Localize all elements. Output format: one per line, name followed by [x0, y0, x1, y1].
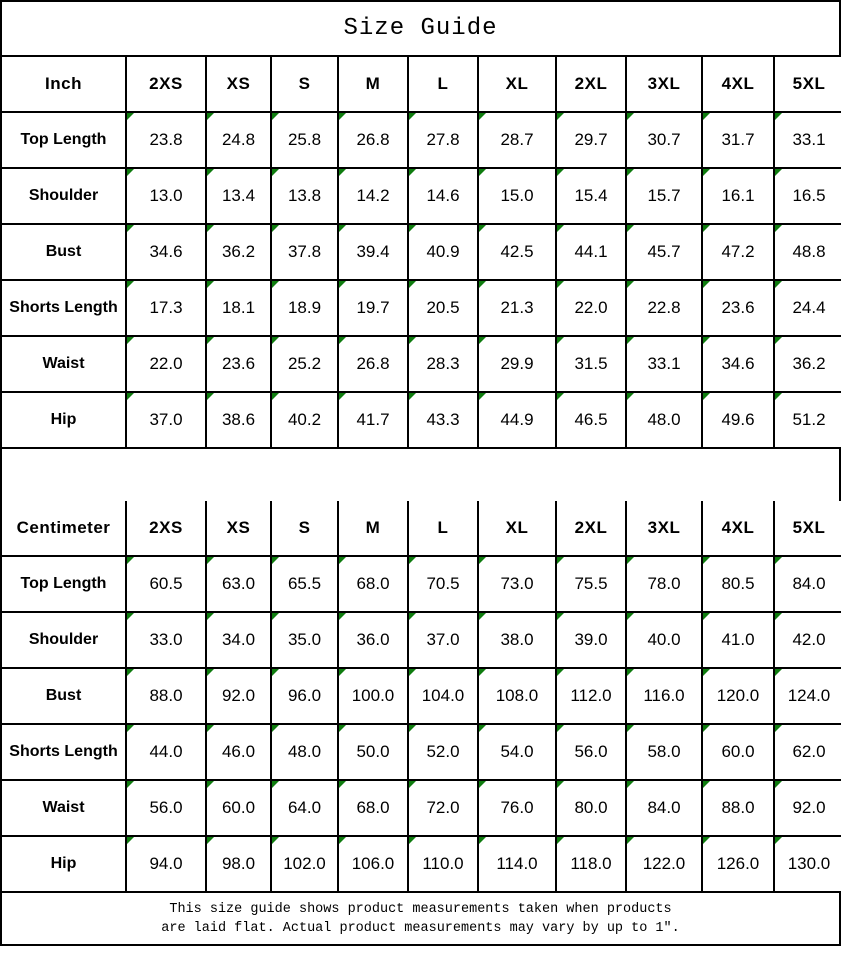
- measurement-cell: 37.0: [126, 392, 206, 448]
- measurement-cell: 118.0: [556, 836, 626, 892]
- cell-corner-marker-icon: [339, 281, 346, 288]
- footer-note-line2: are laid flat. Actual product measurements may vary by up to 1″.: [161, 921, 680, 936]
- cell-corner-marker-icon: [339, 337, 346, 344]
- measurement-cell: 37.8: [271, 224, 338, 280]
- measurement-cell: 70.5: [408, 556, 478, 612]
- measurement-cell: 18.9: [271, 280, 338, 336]
- cell-corner-marker-icon: [627, 781, 634, 788]
- measurement-cell: 41.0: [702, 612, 774, 668]
- cell-corner-marker-icon: [272, 725, 279, 732]
- cell-corner-marker-icon: [557, 837, 564, 844]
- cell-corner-marker-icon: [627, 281, 634, 288]
- cell-corner-marker-icon: [557, 393, 564, 400]
- measurement-cell: 94.0: [126, 836, 206, 892]
- measurement-cell: 31.5: [556, 336, 626, 392]
- cell-corner-marker-icon: [627, 393, 634, 400]
- cell-corner-marker-icon: [127, 669, 134, 676]
- measurement-row: [2, 224, 841, 280]
- measurement-cell: 106.0: [338, 836, 408, 892]
- measurement-cell: 31.7: [702, 112, 774, 168]
- measurement-cell: 60.0: [702, 724, 774, 780]
- cell-corner-marker-icon: [557, 281, 564, 288]
- cell-corner-marker-icon: [409, 225, 416, 232]
- measurement-cell: 45.7: [626, 224, 702, 280]
- cell-corner-marker-icon: [775, 337, 782, 344]
- measurement-cell: 23.6: [702, 280, 774, 336]
- measurement-cell: 16.1: [702, 168, 774, 224]
- row-label: Shoulder: [2, 612, 126, 668]
- cell-corner-marker-icon: [627, 225, 634, 232]
- measurement-cell: 26.8: [338, 336, 408, 392]
- measurement-cell: 13.8: [271, 168, 338, 224]
- cell-corner-marker-icon: [339, 113, 346, 120]
- measurement-cell: 108.0: [478, 668, 556, 724]
- cell-corner-marker-icon: [775, 725, 782, 732]
- cell-corner-marker-icon: [127, 393, 134, 400]
- measurement-cell: 22.0: [126, 336, 206, 392]
- cell-corner-marker-icon: [272, 337, 279, 344]
- cell-corner-marker-icon: [127, 725, 134, 732]
- cell-corner-marker-icon: [207, 281, 214, 288]
- size-header-cell: M: [338, 57, 408, 112]
- cell-corner-marker-icon: [479, 169, 486, 176]
- cell-corner-marker-icon: [272, 837, 279, 844]
- measurement-cell: 29.7: [556, 112, 626, 168]
- cell-corner-marker-icon: [339, 781, 346, 788]
- size-header-cell: S: [271, 501, 338, 556]
- row-label: Top Length: [2, 112, 126, 168]
- measurement-cell: 14.2: [338, 168, 408, 224]
- measurement-cell: 54.0: [478, 724, 556, 780]
- cell-corner-marker-icon: [409, 613, 416, 620]
- measurement-cell: 124.0: [774, 668, 841, 724]
- unit-header-cell: Inch: [2, 57, 126, 112]
- row-label: Bust: [2, 224, 126, 280]
- cell-corner-marker-icon: [775, 169, 782, 176]
- cell-corner-marker-icon: [703, 781, 710, 788]
- measurement-cell: 92.0: [206, 668, 271, 724]
- cell-corner-marker-icon: [409, 337, 416, 344]
- measurement-cell: 24.8: [206, 112, 271, 168]
- cell-corner-marker-icon: [207, 225, 214, 232]
- measurement-cell: 34.6: [702, 336, 774, 392]
- cell-corner-marker-icon: [627, 725, 634, 732]
- measurement-cell: 22.8: [626, 280, 702, 336]
- cell-corner-marker-icon: [272, 669, 279, 676]
- cell-corner-marker-icon: [627, 613, 634, 620]
- measurement-cell: 40.9: [408, 224, 478, 280]
- cell-corner-marker-icon: [339, 669, 346, 676]
- measurement-cell: 38.6: [206, 392, 271, 448]
- measurement-cell: 19.7: [338, 280, 408, 336]
- measurement-cell: 27.8: [408, 112, 478, 168]
- size-header-cell: XS: [206, 57, 271, 112]
- size-header-cell: 2XL: [556, 501, 626, 556]
- measurement-cell: 40.2: [271, 392, 338, 448]
- measurement-cell: 13.0: [126, 168, 206, 224]
- measurement-cell: 122.0: [626, 836, 702, 892]
- measurement-cell: 28.7: [478, 112, 556, 168]
- cell-corner-marker-icon: [479, 613, 486, 620]
- cell-corner-marker-icon: [557, 557, 564, 564]
- measurement-cell: 84.0: [626, 780, 702, 836]
- cell-corner-marker-icon: [339, 393, 346, 400]
- measurement-cell: 26.8: [338, 112, 408, 168]
- cell-corner-marker-icon: [127, 281, 134, 288]
- cell-corner-marker-icon: [775, 113, 782, 120]
- cell-corner-marker-icon: [479, 725, 486, 732]
- measurement-cell: 25.8: [271, 112, 338, 168]
- cell-corner-marker-icon: [207, 113, 214, 120]
- cell-corner-marker-icon: [127, 113, 134, 120]
- size-header-cell: 4XL: [702, 501, 774, 556]
- measurement-cell: 48.8: [774, 224, 841, 280]
- cell-corner-marker-icon: [127, 557, 134, 564]
- measurement-cell: 22.0: [556, 280, 626, 336]
- measurement-cell: 56.0: [556, 724, 626, 780]
- measurement-cell: 98.0: [206, 836, 271, 892]
- size-header-row: [2, 501, 841, 556]
- measurement-cell: 23.8: [126, 112, 206, 168]
- measurement-cell: 30.7: [626, 112, 702, 168]
- cell-corner-marker-icon: [479, 781, 486, 788]
- cell-corner-marker-icon: [409, 393, 416, 400]
- cell-corner-marker-icon: [775, 613, 782, 620]
- measurement-cell: 68.0: [338, 780, 408, 836]
- size-header-cell: 5XL: [774, 57, 841, 112]
- measurement-cell: 48.0: [626, 392, 702, 448]
- cell-corner-marker-icon: [627, 169, 634, 176]
- cell-corner-marker-icon: [557, 725, 564, 732]
- row-label: Top Length: [2, 556, 126, 612]
- cell-corner-marker-icon: [127, 225, 134, 232]
- measurement-cell: 38.0: [478, 612, 556, 668]
- measurement-cell: 72.0: [408, 780, 478, 836]
- cell-corner-marker-icon: [272, 613, 279, 620]
- measurement-cell: 84.0: [774, 556, 841, 612]
- measurement-cell: 60.0: [206, 780, 271, 836]
- size-header-cell: S: [271, 57, 338, 112]
- cell-corner-marker-icon: [207, 781, 214, 788]
- measurement-cell: 96.0: [271, 668, 338, 724]
- measurement-cell: 49.6: [702, 392, 774, 448]
- measurement-row: [2, 724, 841, 780]
- cell-corner-marker-icon: [127, 837, 134, 844]
- measurement-cell: 104.0: [408, 668, 478, 724]
- measurement-cell: 43.3: [408, 392, 478, 448]
- measurement-cell: 25.2: [271, 336, 338, 392]
- measurement-cell: 56.0: [126, 780, 206, 836]
- cell-corner-marker-icon: [775, 557, 782, 564]
- cell-corner-marker-icon: [775, 281, 782, 288]
- size-header-cell: 5XL: [774, 501, 841, 556]
- measurement-cell: 51.2: [774, 392, 841, 448]
- cell-corner-marker-icon: [703, 393, 710, 400]
- cell-corner-marker-icon: [479, 225, 486, 232]
- size-tables-container: [2, 57, 839, 893]
- cell-corner-marker-icon: [339, 225, 346, 232]
- cell-corner-marker-icon: [703, 613, 710, 620]
- cell-corner-marker-icon: [127, 169, 134, 176]
- measurement-cell: 14.6: [408, 168, 478, 224]
- cell-corner-marker-icon: [409, 281, 416, 288]
- cell-corner-marker-icon: [627, 337, 634, 344]
- unit-header-cell: Centimeter: [2, 501, 126, 556]
- cell-corner-marker-icon: [557, 169, 564, 176]
- measurement-cell: 88.0: [702, 780, 774, 836]
- cell-corner-marker-icon: [479, 557, 486, 564]
- size-header-row: [2, 57, 841, 112]
- row-label: Waist: [2, 780, 126, 836]
- cell-corner-marker-icon: [627, 669, 634, 676]
- measurement-cell: 21.3: [478, 280, 556, 336]
- cell-corner-marker-icon: [207, 837, 214, 844]
- cell-corner-marker-icon: [557, 113, 564, 120]
- cell-corner-marker-icon: [207, 337, 214, 344]
- size-header-cell: 4XL: [702, 57, 774, 112]
- cell-corner-marker-icon: [272, 169, 279, 176]
- size-table-inch: [2, 57, 841, 449]
- measurement-cell: 20.5: [408, 280, 478, 336]
- row-label: Hip: [2, 392, 126, 448]
- cell-corner-marker-icon: [409, 669, 416, 676]
- cell-corner-marker-icon: [272, 281, 279, 288]
- size-header-cell: L: [408, 501, 478, 556]
- measurement-cell: 76.0: [478, 780, 556, 836]
- cell-corner-marker-icon: [703, 225, 710, 232]
- size-header-cell: XS: [206, 501, 271, 556]
- measurement-row: [2, 668, 841, 724]
- size-header-cell: XL: [478, 57, 556, 112]
- measurement-cell: 15.7: [626, 168, 702, 224]
- measurement-cell: 46.5: [556, 392, 626, 448]
- cell-corner-marker-icon: [409, 557, 416, 564]
- measurement-row: [2, 392, 841, 448]
- measurement-cell: 44.9: [478, 392, 556, 448]
- row-label: Shorts Length: [2, 280, 126, 336]
- measurement-cell: 36.2: [206, 224, 271, 280]
- measurement-cell: 29.9: [478, 336, 556, 392]
- measurement-cell: 35.0: [271, 612, 338, 668]
- cell-corner-marker-icon: [703, 725, 710, 732]
- cell-corner-marker-icon: [339, 169, 346, 176]
- cell-corner-marker-icon: [207, 613, 214, 620]
- cell-corner-marker-icon: [207, 669, 214, 676]
- cell-corner-marker-icon: [703, 669, 710, 676]
- measurement-cell: 34.0: [206, 612, 271, 668]
- page-title: Size Guide: [2, 2, 839, 57]
- cell-corner-marker-icon: [627, 113, 634, 120]
- measurement-cell: 102.0: [271, 836, 338, 892]
- cell-corner-marker-icon: [775, 781, 782, 788]
- cell-corner-marker-icon: [703, 113, 710, 120]
- measurement-cell: 80.0: [556, 780, 626, 836]
- cell-corner-marker-icon: [627, 557, 634, 564]
- measurement-cell: 34.6: [126, 224, 206, 280]
- cell-corner-marker-icon: [557, 613, 564, 620]
- cell-corner-marker-icon: [207, 393, 214, 400]
- cell-corner-marker-icon: [479, 113, 486, 120]
- cell-corner-marker-icon: [775, 225, 782, 232]
- measurement-cell: 24.4: [774, 280, 841, 336]
- measurement-cell: 41.7: [338, 392, 408, 448]
- measurement-row: [2, 612, 841, 668]
- footer-note: [2, 893, 839, 944]
- measurement-cell: 63.0: [206, 556, 271, 612]
- measurement-cell: 40.0: [626, 612, 702, 668]
- measurement-cell: 80.5: [702, 556, 774, 612]
- measurement-row: [2, 836, 841, 892]
- cell-corner-marker-icon: [703, 837, 710, 844]
- cell-corner-marker-icon: [703, 169, 710, 176]
- size-header-cell: XL: [478, 501, 556, 556]
- measurement-cell: 112.0: [556, 668, 626, 724]
- cell-corner-marker-icon: [775, 669, 782, 676]
- measurement-cell: 39.0: [556, 612, 626, 668]
- cell-corner-marker-icon: [409, 837, 416, 844]
- measurement-cell: 50.0: [338, 724, 408, 780]
- measurement-cell: 64.0: [271, 780, 338, 836]
- cell-corner-marker-icon: [409, 725, 416, 732]
- measurement-cell: 46.0: [206, 724, 271, 780]
- cell-corner-marker-icon: [703, 337, 710, 344]
- size-table-centimeter: [2, 501, 841, 893]
- cell-corner-marker-icon: [272, 113, 279, 120]
- measurement-cell: 120.0: [702, 668, 774, 724]
- cell-corner-marker-icon: [127, 613, 134, 620]
- measurement-cell: 44.0: [126, 724, 206, 780]
- cell-corner-marker-icon: [557, 781, 564, 788]
- measurement-cell: 52.0: [408, 724, 478, 780]
- measurement-cell: 37.0: [408, 612, 478, 668]
- size-header-cell: 3XL: [626, 57, 702, 112]
- size-header-cell: 2XS: [126, 57, 206, 112]
- size-header-cell: 2XL: [556, 57, 626, 112]
- measurement-cell: 62.0: [774, 724, 841, 780]
- measurement-cell: 73.0: [478, 556, 556, 612]
- size-header-cell: 3XL: [626, 501, 702, 556]
- measurement-cell: 58.0: [626, 724, 702, 780]
- row-label: Waist: [2, 336, 126, 392]
- cell-corner-marker-icon: [409, 781, 416, 788]
- cell-corner-marker-icon: [775, 837, 782, 844]
- cell-corner-marker-icon: [207, 557, 214, 564]
- footer-note-line1: This size guide shows product measurements taken when products: [169, 902, 672, 917]
- measurement-cell: 78.0: [626, 556, 702, 612]
- cell-corner-marker-icon: [272, 557, 279, 564]
- cell-corner-marker-icon: [703, 557, 710, 564]
- measurement-cell: 13.4: [206, 168, 271, 224]
- measurement-cell: 92.0: [774, 780, 841, 836]
- measurement-cell: 44.1: [556, 224, 626, 280]
- measurement-cell: 88.0: [126, 668, 206, 724]
- cell-corner-marker-icon: [272, 781, 279, 788]
- measurement-cell: 110.0: [408, 836, 478, 892]
- measurement-row: [2, 112, 841, 168]
- measurement-cell: 16.5: [774, 168, 841, 224]
- measurement-cell: 47.2: [702, 224, 774, 280]
- measurement-row: [2, 336, 841, 392]
- cell-corner-marker-icon: [557, 669, 564, 676]
- measurement-cell: 23.6: [206, 336, 271, 392]
- measurement-cell: 33.1: [626, 336, 702, 392]
- cell-corner-marker-icon: [557, 225, 564, 232]
- cell-corner-marker-icon: [409, 169, 416, 176]
- measurement-cell: 15.4: [556, 168, 626, 224]
- cell-corner-marker-icon: [339, 725, 346, 732]
- measurement-cell: 60.5: [126, 556, 206, 612]
- cell-corner-marker-icon: [479, 669, 486, 676]
- cell-corner-marker-icon: [775, 393, 782, 400]
- cell-corner-marker-icon: [272, 225, 279, 232]
- row-label: Shoulder: [2, 168, 126, 224]
- measurement-row: [2, 280, 841, 336]
- measurement-cell: 36.2: [774, 336, 841, 392]
- measurement-cell: 39.4: [338, 224, 408, 280]
- cell-corner-marker-icon: [479, 837, 486, 844]
- measurement-cell: 75.5: [556, 556, 626, 612]
- row-label: Bust: [2, 668, 126, 724]
- measurement-cell: 116.0: [626, 668, 702, 724]
- measurement-cell: 15.0: [478, 168, 556, 224]
- section-gap: [2, 449, 839, 501]
- measurement-row: [2, 168, 841, 224]
- measurement-cell: 28.3: [408, 336, 478, 392]
- cell-corner-marker-icon: [339, 613, 346, 620]
- measurement-cell: 36.0: [338, 612, 408, 668]
- measurement-cell: 17.3: [126, 280, 206, 336]
- cell-corner-marker-icon: [207, 725, 214, 732]
- measurement-cell: 100.0: [338, 668, 408, 724]
- cell-corner-marker-icon: [479, 337, 486, 344]
- cell-corner-marker-icon: [339, 837, 346, 844]
- cell-corner-marker-icon: [272, 393, 279, 400]
- cell-corner-marker-icon: [409, 113, 416, 120]
- measurement-cell: 33.1: [774, 112, 841, 168]
- measurement-cell: 48.0: [271, 724, 338, 780]
- cell-corner-marker-icon: [127, 781, 134, 788]
- measurement-cell: 42.5: [478, 224, 556, 280]
- cell-corner-marker-icon: [627, 837, 634, 844]
- measurement-cell: 114.0: [478, 836, 556, 892]
- cell-corner-marker-icon: [703, 281, 710, 288]
- measurement-cell: 130.0: [774, 836, 841, 892]
- size-header-cell: M: [338, 501, 408, 556]
- cell-corner-marker-icon: [479, 281, 486, 288]
- measurement-cell: 18.1: [206, 280, 271, 336]
- size-header-cell: L: [408, 57, 478, 112]
- measurement-cell: 42.0: [774, 612, 841, 668]
- row-label: Hip: [2, 836, 126, 892]
- measurement-cell: 126.0: [702, 836, 774, 892]
- cell-corner-marker-icon: [479, 393, 486, 400]
- cell-corner-marker-icon: [339, 557, 346, 564]
- cell-corner-marker-icon: [207, 169, 214, 176]
- size-header-cell: 2XS: [126, 501, 206, 556]
- cell-corner-marker-icon: [127, 337, 134, 344]
- row-label: Shorts Length: [2, 724, 126, 780]
- measurement-cell: 65.5: [271, 556, 338, 612]
- measurement-cell: 68.0: [338, 556, 408, 612]
- measurement-row: [2, 556, 841, 612]
- cell-corner-marker-icon: [557, 337, 564, 344]
- measurement-cell: 33.0: [126, 612, 206, 668]
- measurement-row: [2, 780, 841, 836]
